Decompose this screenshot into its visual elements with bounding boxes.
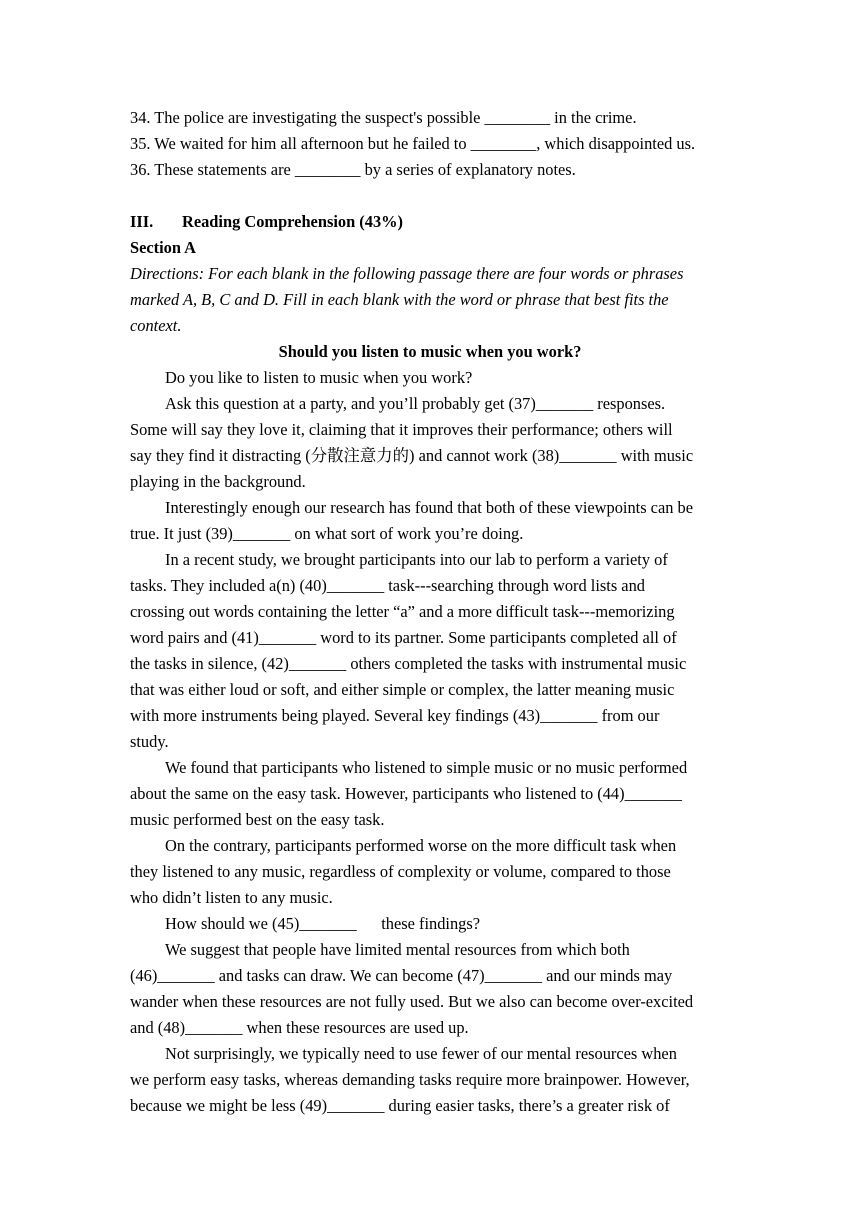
subsection-heading: Section A [130,238,197,257]
question-35: 35. We waited for him all afternoon but he failed to ________, which disappointed us. [130,134,696,153]
section-title: Reading Comprehension (43%) [182,212,403,231]
passage-line: and (48)_______ when these resources are used up. [130,1018,469,1037]
passage-line: We found that participants who listened to simple music or no music performed [165,758,688,777]
passage-line: Do you like to listen to music when you work? [165,368,473,387]
passage-line: wander when these resources are not fully used. But we also can become over-excited [130,992,694,1011]
passage-line: We suggest that people have limited mental resources from which both [165,940,630,959]
passage-line: with more instruments being played. Several key findings (43)_______ from our [130,706,660,725]
passage-line: tasks. They included a(n) (40)_______ task---searching through word lists and [130,576,645,595]
passage-line: that was either loud or soft, and either simple or complex, the latter meaning music [130,680,675,699]
passage-line: (46)_______ and tasks can draw. We can become (47)_______ and our minds may [130,966,673,985]
passage-line: In a recent study, we brought participants into our lab to perform a variety of [165,550,668,569]
section-heading [130,212,403,232]
passage-line: Not surprisingly, we typically need to use fewer of our mental resources when [165,1044,677,1063]
passage-line: study. [130,732,169,751]
section-number: III. [130,212,154,231]
passage-line: who didn’t listen to any music. [130,888,333,907]
passage-line: music performed best on the easy task. [130,810,385,829]
question-34: 34. The police are investigating the suspect's possible ________ in the crime. [130,108,637,127]
passage-line: Ask this question at a party, and you’ll probably get (37)_______ responses. [165,394,666,413]
passage-line: say they find it distracting (分散注意力的) and cannot work (38)_______ with music [130,446,694,465]
passage-line: crossing out words containing the letter “a” and a more difficult task---memorizing [130,602,675,621]
passage-line: they listened to any music, regardless of complexity or volume, compared to those [130,862,671,881]
passage-title: Should you listen to music when you work? [278,342,582,361]
passage-line: Interestingly enough our research has found that both of these viewpoints can be [165,498,693,517]
passage-line: On the contrary, participants performed worse on the more difficult task when [165,836,677,855]
passage-line: about the same on the easy task. However, participants who listened to (44)_______ [130,784,682,803]
directions-line: context. [130,316,182,335]
passage-line: because we might be less (49)_______ during easier tasks, there’s a greater risk of [130,1096,670,1115]
directions-line: marked A, B, C and D. Fill in each blank with the word or phrase that best fits the [130,290,669,309]
passage-line: we perform easy tasks, whereas demanding tasks require more brainpower. However, [130,1070,690,1089]
passage-line: word pairs and (41)_______ word to its partner. Some participants completed all of [130,628,677,647]
passage-line: true. It just (39)_______ on what sort of work you’re doing. [130,524,524,543]
passage-line: the tasks in silence, (42)_______ others completed the tasks with instrumental music [130,654,687,673]
passage-line: playing in the background. [130,472,306,491]
question-36: 36. These statements are ________ by a series of explanatory notes. [130,160,576,179]
passage-line: Some will say they love it, claiming that it improves their performance; others will [130,420,673,439]
directions-line: Directions: For each blank in the following passage there are four words or phrases [130,264,684,283]
passage-line: How should we (45)_______ these findings? [165,914,481,933]
